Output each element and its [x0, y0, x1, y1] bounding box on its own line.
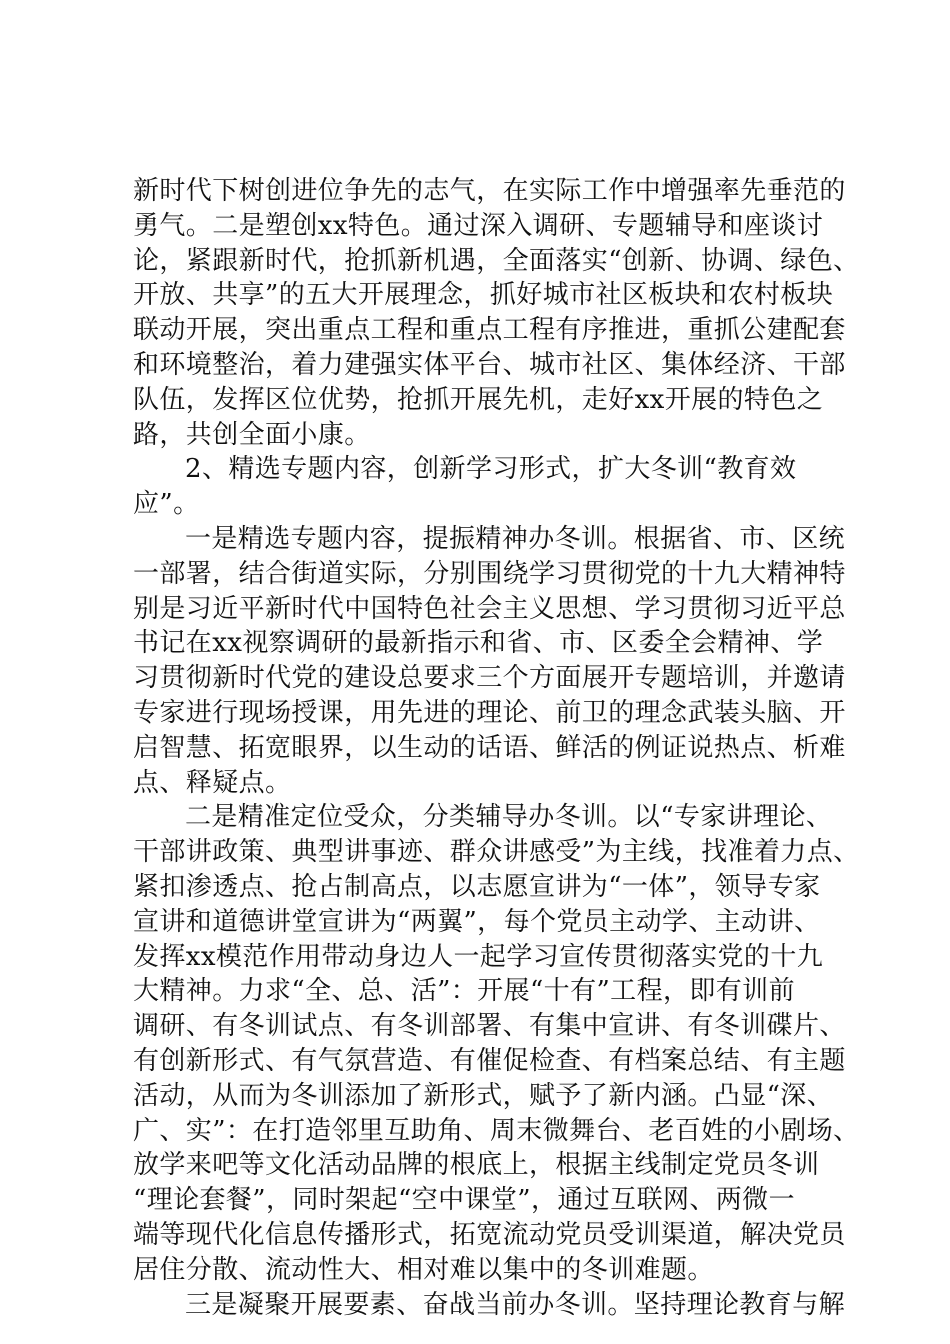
text-line: 有创新形式、有气氛营造、有催促检查、有档案总结、有主题	[133, 1045, 846, 1076]
text-line: 论，紧跟新时代，抢抓新机遇，全面落实“创新、协调、绿色、	[133, 245, 860, 276]
text-line: 调研、有冬训试点、有冬训部署、有集中宣讲、有冬训碟片、	[133, 1011, 846, 1042]
text-line: 活动，从而为冬训添加了新形式，赋予了新内涵。凸显“深、	[133, 1080, 834, 1111]
text-line: 广、实”：在打造邻里互助角、周末微舞台、老百姓的小剧场、	[133, 1115, 860, 1146]
text-line: 紧扣渗透点、抢占制高点，以志愿宣讲为“一体”，领导专家	[133, 871, 821, 902]
text-line: 点、释疑点。	[133, 767, 292, 798]
text-line: 和环境整治，着力建强实体平台、城市社区、集体经济、干部	[133, 349, 846, 380]
text-line: 开放、共享”的五大开展理念，抓好城市社区板块和农村板块	[133, 280, 834, 311]
text-line: 联动开展，突出重点工程和重点工程有序推进，重抓公建配套	[133, 315, 846, 346]
text-line: 启智慧、拓宽眼界，以生动的话语、鲜活的例证说热点、析难	[133, 732, 846, 763]
paragraph-start: 三是凝聚开展要素、奋战当前办冬训。坚持理论教育与解	[185, 1289, 846, 1320]
paragraph-start: 一是精选专题内容，提振精神办冬训。根据省、市、区统	[185, 523, 846, 554]
document-body	[133, 174, 860, 1322]
text-line: 习贯彻新时代党的建设总要求三个方面展开专题培训，并邀请	[133, 663, 846, 694]
text-line: 发挥xx模范作用带动身边人一起学习宣传贯彻落实党的十九	[133, 941, 824, 972]
text-line: 居住分散、流动性大、相对难以集中的冬训难题。	[133, 1254, 714, 1285]
text-line: 别是习近平新时代中国特色社会主义思想、学习贯彻习近平总	[133, 593, 846, 624]
text-line: 专家进行现场授课，用先进的理论、前卫的理念武装头脑、开	[133, 697, 846, 728]
text-line: 路，共创全面小康。	[133, 419, 371, 450]
text-line: 放学来吧等文化活动品牌的根底上，根据主线制定党员冬训	[133, 1150, 820, 1181]
text-line: 一部署，结合街道实际，分别围绕学习贯彻党的十九大精神特	[133, 558, 846, 589]
text-line: 新时代下树创进位争先的志气，在实际工作中增强率先垂范的	[133, 176, 846, 206]
text-line: 干部讲政策、典型讲事迹、群众讲感受”为主线，找准着力点、	[133, 837, 860, 868]
text-line: 宣讲和道德讲堂宣讲为“两翼”，每个党员主动学、主动讲、	[133, 906, 821, 937]
text-line: 勇气。二是塑创xx特色。通过深入调研、专题辅导和座谈讨	[133, 210, 824, 241]
text-line: 应”。	[133, 489, 200, 520]
text-line: 大精神。力求“全、总、活”：开展“十有”工程，即有训前	[133, 976, 795, 1007]
text-line: 书记在xx视察调研的最新指示和省、市、区委全会精神、学	[133, 628, 824, 659]
text-line: 队伍，发挥区位优势，抢抓开展先机，走好xx开展的特色之	[133, 384, 824, 415]
text-line: 端等现代化信息传播形式，拓宽流动党员受训渠道，解决党员	[133, 1219, 846, 1250]
section-heading: 2、精选专题内容，创新学习形式，扩大冬训“教育效	[185, 454, 797, 485]
paragraph-start: 二是精准定位受众，分类辅导办冬训。以“专家讲理论、	[185, 802, 833, 833]
text-line: “理论套餐”，同时架起“空中课堂”，通过互联网、两微一	[133, 1185, 795, 1216]
